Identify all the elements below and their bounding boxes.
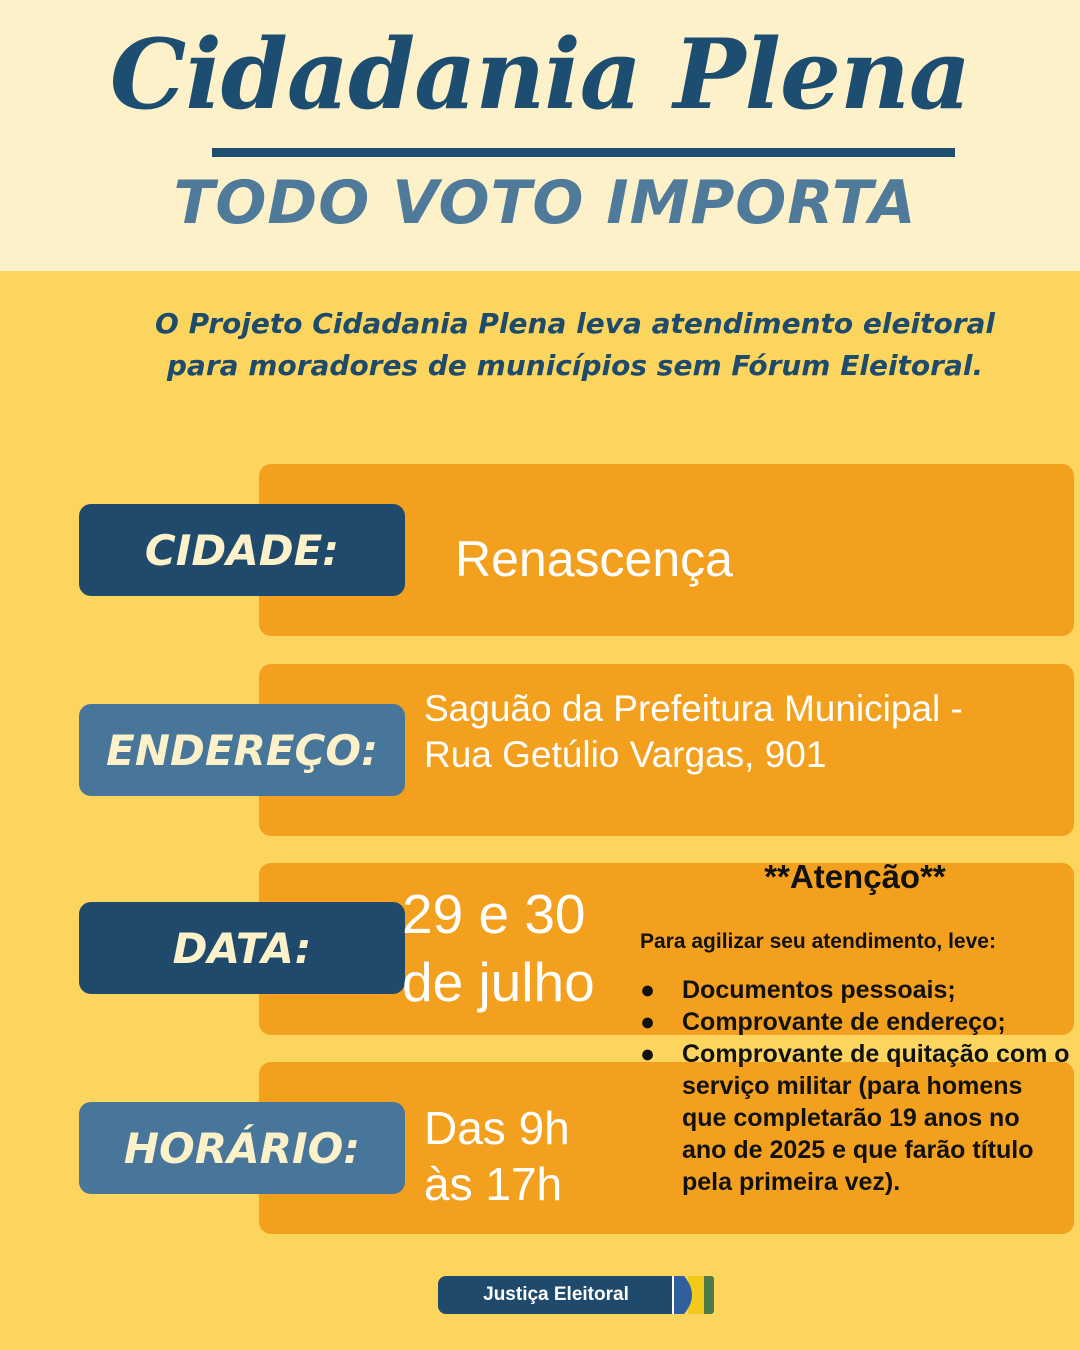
data-label: DATA:: [79, 902, 405, 994]
endereco-label: ENDEREÇO:: [79, 704, 405, 796]
intro-text: [150, 303, 1000, 387]
attention-title: **Atenção**: [764, 858, 946, 895]
endereco-line1: Saguão da Prefeitura Municipal -: [424, 688, 963, 729]
horario-label: HORÁRIO:: [79, 1102, 405, 1194]
list-item-text: Documentos pessoais;: [682, 976, 956, 1004]
bullet-icon: ●: [640, 976, 656, 1004]
list-item: [640, 1006, 1070, 1038]
list-item-text: Comprovante de endereço;: [682, 1008, 1006, 1036]
bullet-icon: ●: [640, 1008, 656, 1036]
data-line1: 29 e 30: [402, 883, 586, 945]
bullet-icon: ●: [640, 1040, 656, 1068]
title-divider: [212, 148, 955, 157]
list-item: [640, 1038, 1070, 1198]
logo-flag-icon: [438, 1276, 716, 1314]
horario-line1: Das 9h: [424, 1102, 570, 1154]
attention-box: [640, 858, 1070, 1198]
cidade-value: Renascença: [455, 531, 733, 587]
page-title: Cidadania Plena: [109, 18, 971, 131]
justica-eleitoral-logo: [438, 1276, 716, 1314]
logo-text: Justiça Eleitoral: [438, 1276, 674, 1314]
data-value: [402, 880, 595, 1016]
page-subtitle: TODO VOTO IMPORTA: [173, 168, 917, 238]
intro-part2: leva atendimento eleitoral para moradores de municípios sem Fórum Eleitoral.: [166, 307, 995, 382]
horario-line2: às 17h: [424, 1158, 563, 1210]
endereco-value: [424, 686, 1074, 778]
list-item-text: Comprovante de quitação com o serviço militar (para homens que completarão 19 anos no ano de 2025 e que farão título pela primeira vez).: [682, 1040, 1070, 1196]
header-banner: [0, 0, 1080, 271]
attention-intro: Para agilizar seu atendimento, leve:: [640, 930, 996, 953]
intro-part1: O: [155, 307, 189, 340]
attention-list: [640, 974, 1070, 1198]
intro-emphasis: Projeto Cidadania Plena: [188, 307, 567, 340]
data-line2: de julho: [402, 951, 595, 1013]
horario-value: [424, 1100, 570, 1212]
endereco-line2: Rua Getúlio Vargas, 901: [424, 734, 827, 775]
cidade-label: CIDADE:: [79, 504, 405, 596]
list-item: [640, 974, 1070, 1006]
